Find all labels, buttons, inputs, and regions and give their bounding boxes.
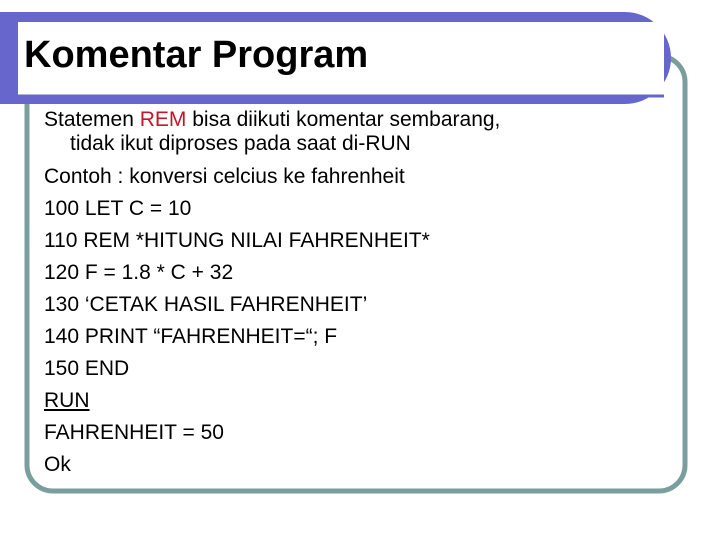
output-line: FAHRENHEIT = 50 bbox=[44, 421, 224, 444]
run-command: RUN bbox=[44, 389, 90, 412]
code-line: 110 REM *HITUNG NILAI FAHRENHEIT* bbox=[44, 229, 430, 252]
slide-title: Komentar Program bbox=[24, 34, 369, 76]
code-line: 150 END bbox=[44, 357, 130, 380]
code-line: 100 LET C = 10 bbox=[44, 197, 192, 220]
intro-continuation: tidak ikut diproses pada saat di-RUN bbox=[70, 132, 411, 155]
code-line: 130 ‘CETAK HASIL FAHRENHEIT’ bbox=[44, 293, 368, 316]
intro-suffix: bisa diikuti komentar sembarang, bbox=[186, 108, 501, 131]
ok-line: Ok bbox=[44, 453, 71, 476]
slide-body bbox=[44, 104, 664, 481]
code-line: 140 PRINT “FAHRENHEIT=“; F bbox=[44, 325, 338, 348]
rem-keyword: REM bbox=[139, 108, 187, 131]
example-label: Contoh : konversi celcius ke fahrenheit bbox=[44, 165, 405, 188]
intro-prefix: Statemen bbox=[44, 108, 140, 131]
code-line: 120 F = 1.8 * C + 32 bbox=[44, 261, 234, 284]
